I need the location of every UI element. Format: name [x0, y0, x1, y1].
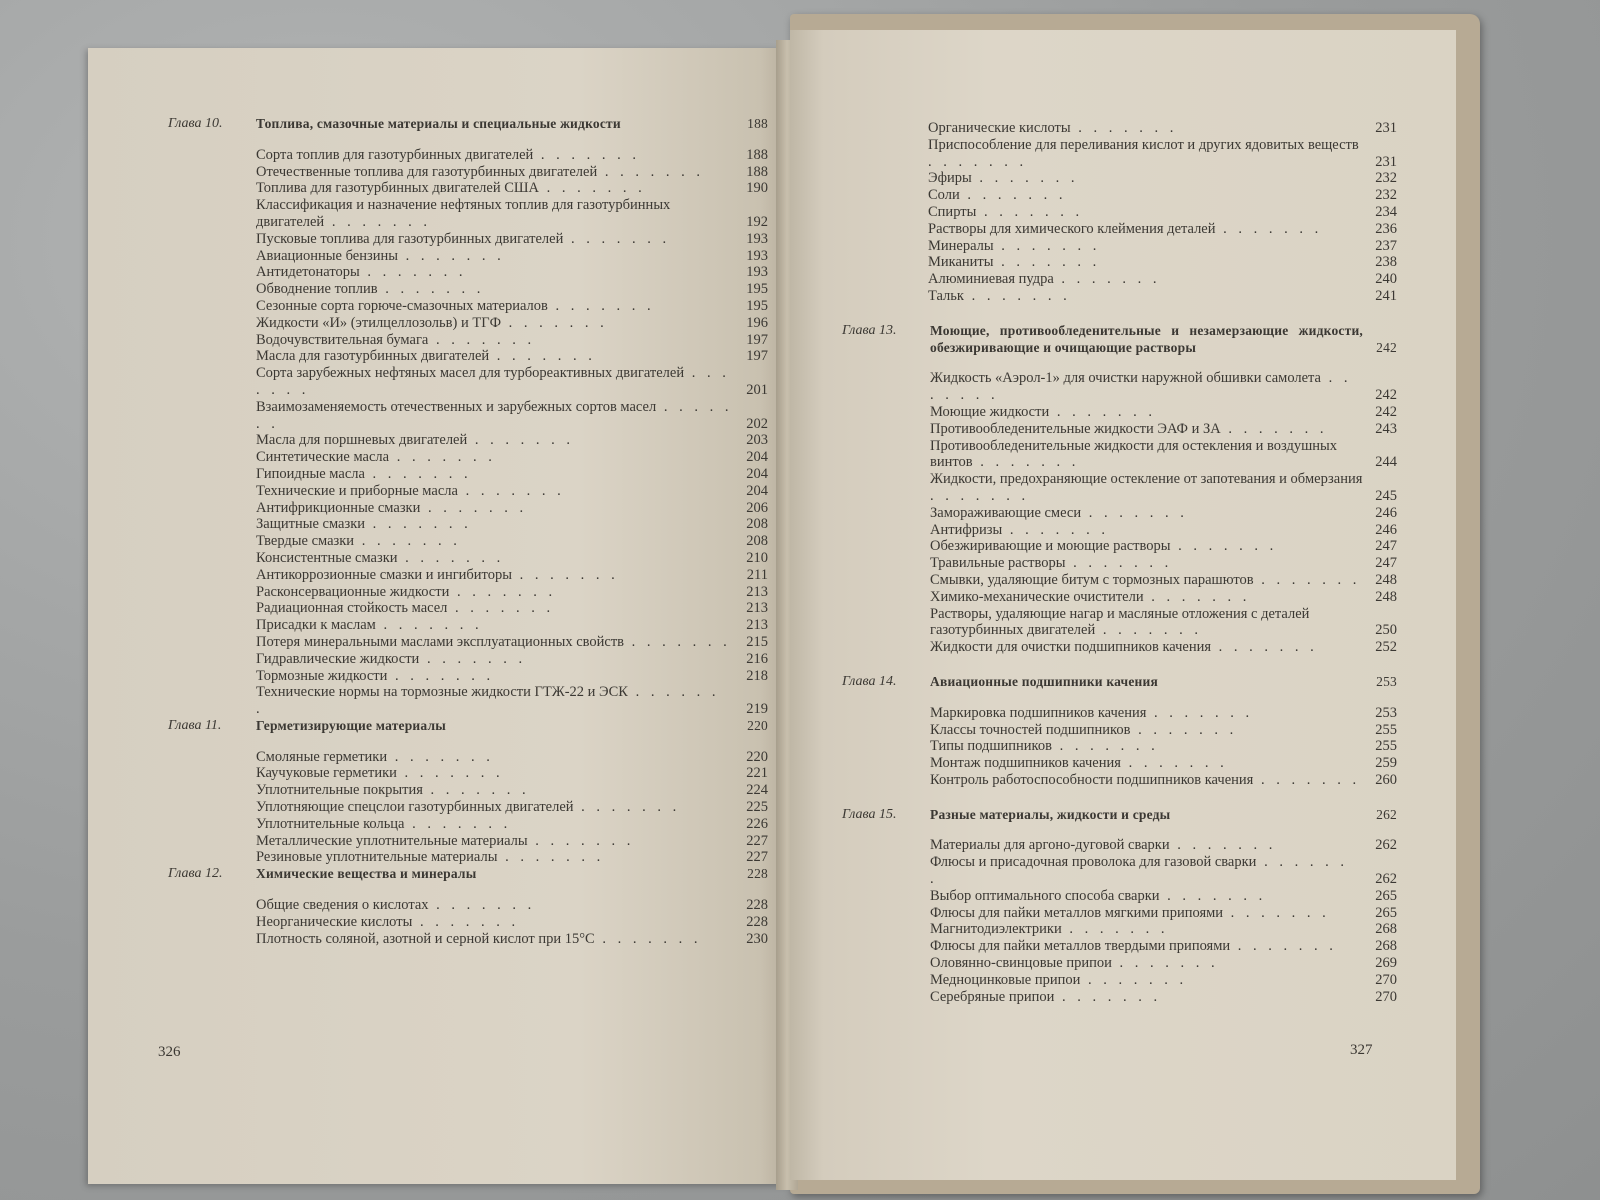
toc-entry-text: Соли: [928, 187, 960, 204]
toc-entry-page: 204: [746, 482, 768, 499]
toc-entry-page: 197: [746, 331, 768, 348]
toc-entry-page: 193: [746, 264, 768, 281]
chapter-page: 188: [747, 116, 768, 131]
toc-entry-text: Резиновые уплотнительные материалы: [256, 849, 498, 866]
toc-entry: Спирты . . . . . . . 234: [928, 203, 1397, 220]
toc-entry-page: 210: [746, 549, 768, 566]
toc-entry-text: Обезжиривающие и моющие растворы: [930, 538, 1171, 555]
toc-chapter-block: [842, 323, 1397, 656]
toc-entry: Топлива для газотурбинных двигателей США . . . . . . . 190: [256, 180, 768, 197]
toc-entry-text: Масла для газотурбинных двигателей: [256, 348, 490, 365]
chapter-label: Глава 13.: [842, 322, 897, 338]
toc-entry-page: 213: [746, 583, 768, 600]
toc-chapter: [842, 807, 1397, 824]
toc-entry: Растворы для химического клеймения деталей . . . . . . . 236: [928, 220, 1397, 237]
page-number: 326: [158, 1044, 181, 1060]
toc-entry: Классификация и назначение нефтяных топлив для газотурбинных двигателей . . . . . . . 192: [256, 197, 768, 230]
toc-entry: Соли . . . . . . . 232: [928, 187, 1397, 204]
toc-entry-page: 238: [1375, 254, 1397, 271]
toc-entry-page: 219: [746, 701, 768, 718]
toc-entry: Синтетические масла . . . . . . . 204: [256, 449, 768, 466]
toc-entry: Миканиты . . . . . . . 238: [928, 254, 1397, 271]
toc-chapter-block: [168, 718, 768, 866]
toc-entry-text: Жидкости для очистки подшипников качения: [930, 639, 1212, 656]
toc-chapter: [842, 674, 1397, 691]
chapter-page: 262: [1376, 806, 1397, 822]
toc-entry-text: Общие сведения о кислотах: [256, 897, 429, 914]
toc-entry: Смывки, удаляющие битум с тормозных парашютов . . . . . . . 248: [930, 571, 1397, 588]
toc-entry-text: Эфиры: [928, 170, 972, 187]
toc-entry-page: 232: [1375, 187, 1397, 204]
toc-entry-text: Материалы для аргоно-дуговой сварки: [930, 837, 1170, 854]
toc-entry-text: Медноцинковые припои: [930, 971, 1081, 988]
toc-entry: Органические кислоты . . . . . . . 231: [928, 120, 1397, 136]
toc-entry-text: Смоляные герметики: [256, 748, 388, 765]
toc-entry: Обезжиривающие и моющие растворы . . . . . . . 247: [930, 538, 1397, 555]
toc-entry-page: 224: [746, 782, 768, 799]
toc-entry: Флюсы и присадочная проволока для газовой сварки . . . . . . . 262: [930, 854, 1397, 888]
toc-entry-page: 213: [746, 617, 768, 634]
left-page: [88, 48, 788, 1184]
toc-entry: Эфиры . . . . . . . 232: [928, 170, 1397, 187]
toc-entry-page: 248: [1375, 571, 1397, 588]
toc-entry-text: Классификация и назначение нефтяных топлив для газотурбинных двигателей: [256, 197, 671, 230]
toc-entry: Каучуковые герметики . . . . . . . 221: [256, 765, 768, 782]
toc-entry-page: 247: [1375, 538, 1397, 555]
toc-entry-page: 265: [1375, 904, 1397, 921]
toc-entry-text: Спирты: [928, 203, 977, 220]
toc-entry-text: Взаимозаменяемость отечественных и зарубежных сортов масел: [256, 398, 657, 415]
toc-entry-text: Консистентные смазки: [256, 549, 398, 566]
toc-entry-page: 208: [746, 533, 768, 550]
chapter-title: Авиационные подшипники качения: [930, 673, 1158, 689]
toc-entry-page: 195: [746, 297, 768, 314]
toc-entry-text: Неорганические кислоты: [256, 913, 413, 930]
toc-entry-text: Уплотняющие спецслои газотурбинных двигателей: [256, 799, 574, 816]
toc-entry-page: 268: [1375, 938, 1397, 955]
toc-entry-text: Расконсервационные жидкости: [256, 583, 450, 600]
toc-entry-text: Сезонные сорта горюче-смазочных материалов: [256, 297, 548, 314]
toc-entry: Типы подшипников . . . . . . . 255: [930, 738, 1397, 755]
toc-entry: Водочувствительная бумага . . . . . . . 197: [256, 331, 768, 348]
toc-entry-text: Твердые смазки: [256, 533, 355, 550]
toc-entry: Радиационная стойкость масел . . . . . . . 213: [256, 600, 768, 617]
toc-entry-page: 193: [746, 247, 768, 264]
toc-entry: Металлические уплотнительные материалы . . . . . . . 227: [256, 832, 768, 849]
toc-entry-text: Отечественные топлива для газотурбинных двигателей: [256, 163, 598, 180]
toc-entry-text: Алюминиевая пудра: [928, 271, 1054, 288]
toc-entry-text: Сорта зарубежных нефтяных масел для турбореактивных двигателей: [256, 365, 685, 382]
toc-entry-page: 253: [1375, 704, 1397, 721]
toc-chapter: [168, 718, 768, 735]
toc-entry: Тормозные жидкости . . . . . . . 218: [256, 667, 768, 684]
toc-entry-text: Уплотнительные покрытия: [256, 782, 423, 799]
toc-entry-page: 218: [746, 667, 768, 684]
toc-entry-page: 242: [1375, 403, 1397, 420]
toc-entry-page: 250: [1375, 622, 1397, 639]
toc-entry-page: 192: [746, 213, 768, 230]
chapter-label: Глава 10.: [168, 116, 223, 131]
toc-entry-page: 270: [1375, 988, 1397, 1005]
chapter-label: Глава 14.: [842, 673, 897, 689]
toc-entry-page: 262: [1375, 837, 1397, 854]
chapter-title: Разные материалы, жидкости и среды: [930, 806, 1171, 822]
toc-entry-page: 241: [1375, 287, 1397, 304]
toc-entry-page: 215: [746, 633, 768, 650]
toc-entry-text: Технические и приборные масла: [256, 482, 458, 499]
toc-entry-text: Замораживающие смеси: [930, 504, 1082, 521]
toc-entry-text: Масла для поршневых двигателей: [256, 432, 468, 449]
toc-entry: Флюсы для пайки металлов мягкими припоями . . . . . . . 265: [930, 904, 1397, 921]
toc-entry-text: Технические нормы на тормозные жидкости ГТЖ-22 и ЭСК: [256, 684, 628, 701]
toc-entry: Противообледенительные жидкости для остекления и воздушных винтов . . . . . . . 244: [930, 437, 1397, 471]
toc-entry-text: Антифрикционные смазки: [256, 499, 421, 516]
toc-entry: Отечественные топлива для газотурбинных двигателей . . . . . . . 188: [256, 163, 768, 180]
toc-entry-page: 203: [746, 432, 768, 449]
toc-entry-text: Растворы, удаляющие нагар и масляные отложения с деталей газотурбинных двигателей: [930, 605, 1310, 639]
toc-entry-text: Оловянно-свинцовые припои: [930, 955, 1112, 972]
toc-entry-page: 193: [746, 230, 768, 247]
toc-entry: Приспособление для переливания кислот и других ядовитых веществ . . . . . . . 231: [928, 136, 1397, 170]
toc-entry: Резиновые уплотнительные материалы . . . . . . . 227: [256, 849, 768, 866]
toc-entry: Жидкости «И» (этилцеллозольв) и ТГФ . . . . . . . 196: [256, 314, 768, 331]
toc-entry: Серебряные припои . . . . . . . 270: [930, 988, 1397, 1005]
toc-entry-page: 208: [746, 516, 768, 533]
toc-entry-text: Травильные растворы: [930, 555, 1066, 572]
toc-entry-text: Синтетические масла: [256, 449, 390, 466]
toc-chapter-block: [842, 807, 1397, 1006]
right-toc: [842, 120, 1397, 1005]
toc-entry: Гидравлические жидкости . . . . . . . 216: [256, 650, 768, 667]
toc-entry: Материалы для аргоно-дуговой сварки . . . . . . . 262: [930, 837, 1397, 854]
toc-entry-page: 270: [1375, 971, 1397, 988]
toc-entry: Медноцинковые припои . . . . . . . 270: [930, 971, 1397, 988]
toc-chapter: [168, 866, 768, 883]
toc-entry-text: Пусковые топлива для газотурбинных двигателей: [256, 230, 564, 247]
toc-entry: Взаимозаменяемость отечественных и зарубежных сортов масел . . . . . . . 202: [256, 398, 768, 432]
toc-entry: Масла для газотурбинных двигателей . . . . . . . 197: [256, 348, 768, 365]
chapter-title: Герметизирующие материалы: [256, 717, 446, 733]
toc-entry-text: Магнитодиэлектрики: [930, 921, 1062, 938]
toc-entry-text: Маркировка подшипников качения: [930, 704, 1147, 721]
chapter-page: 228: [747, 866, 768, 882]
toc-entry-page: 221: [746, 765, 768, 782]
toc-entry-text: Сорта топлив для газотурбинных двигателей: [256, 146, 534, 163]
chapter-label: Глава 11.: [168, 717, 222, 733]
toc-entry: Классы точностей подшипников . . . . . . . 255: [930, 721, 1397, 738]
toc-entry-page: 259: [1375, 755, 1397, 772]
toc-entry-text: Гидравлические жидкости: [256, 650, 420, 667]
toc-entry-text: Типы подшипников: [930, 738, 1052, 755]
toc-entry: Масла для поршневых двигателей . . . . . . . 203: [256, 432, 768, 449]
toc-entry-page: 243: [1375, 420, 1397, 437]
toc-entry-page: 226: [746, 815, 768, 832]
toc-entry-text: Серебряные припои: [930, 988, 1055, 1005]
toc-entry: Замораживающие смеси . . . . . . . 246: [930, 504, 1397, 521]
toc-entry-text: Флюсы для пайки металлов твердыми припоями: [930, 938, 1231, 955]
toc-entry-text: Радиационная стойкость масел: [256, 600, 448, 617]
toc-entry: Магнитодиэлектрики . . . . . . . 268: [930, 921, 1397, 938]
toc-entry-text: Потеря минеральными маслами эксплуатационных свойств: [256, 633, 625, 650]
toc-entry-page: 220: [746, 748, 768, 765]
toc-entry-text: Жидкости, предохраняющие остекление от запотевания и обмерзания: [930, 471, 1363, 488]
toc-entry-text: Флюсы и присадочная проволока для газовой сварки: [930, 854, 1257, 871]
toc-entry-text: Топлива для газотурбинных двигателей США: [256, 180, 539, 197]
toc-entry-text: Контроль работоспособности подшипников качения: [930, 771, 1254, 788]
toc-chapter: [168, 116, 768, 133]
toc-entry-page: 201: [746, 381, 768, 398]
toc-entry-page: 234: [1375, 203, 1397, 220]
chapter-label: Глава 15.: [842, 806, 897, 822]
toc-chapter-block: [168, 116, 768, 718]
toc-entry-text: Флюсы для пайки металлов мягкими припоями: [930, 904, 1224, 921]
toc-entry-text: Авиационные бензины: [256, 247, 398, 264]
toc-entry: Минералы . . . . . . . 237: [928, 237, 1397, 254]
toc-entry-text: Металлические уплотнительные материалы: [256, 832, 528, 849]
toc-entry-page: 248: [1375, 588, 1397, 605]
toc-entry: Сорта топлив для газотурбинных двигателей . . . . . . . 188: [256, 146, 768, 163]
chapter-page: 253: [1376, 673, 1397, 689]
toc-entry: Противообледенительные жидкости ЭАФ и ЗА . . . . . . . 243: [930, 420, 1397, 437]
toc-entry-text: Противообледенительные жидкости ЭАФ и ЗА: [930, 420, 1221, 437]
toc-entry: Химико-механические очистители . . . . . . . 248: [930, 588, 1397, 605]
toc-entry-page: 225: [746, 799, 768, 816]
toc-entry-page: 227: [746, 832, 768, 849]
toc-entry: Сезонные сорта горюче-смазочных материалов . . . . . . . 195: [256, 297, 768, 314]
toc-entry: Жидкость «Аэрол-1» для очистки наружной обшивки самолета . . . . . . . 242: [930, 370, 1397, 404]
toc-entry: Общие сведения о кислотах . . . . . . . 228: [256, 897, 768, 914]
toc-entry-page: 228: [746, 913, 768, 930]
toc-entry: Смоляные герметики . . . . . . . 220: [256, 748, 768, 765]
toc-entry: Выбор оптимального способа сварки . . . . . . . 265: [930, 887, 1397, 904]
toc-entry-text: Выбор оптимального способа сварки: [930, 887, 1160, 904]
toc-entry-text: Антикоррозионные смазки и ингибиторы: [256, 566, 512, 583]
toc-entry-page: 269: [1375, 955, 1397, 972]
toc-entry-page: 240: [1375, 271, 1397, 288]
toc-entry: Неорганические кислоты . . . . . . . 228: [256, 913, 768, 930]
toc-entry-text: Уплотнительные кольца: [256, 815, 405, 832]
toc-entry: Твердые смазки . . . . . . . 208: [256, 533, 768, 550]
toc-entry-text: Жидкости «И» (этилцеллозольв) и ТГФ: [256, 314, 502, 331]
toc-entry-text: Антифризы: [930, 521, 1003, 538]
toc-entry-page: 231: [1375, 120, 1397, 136]
toc-entry: Технические нормы на тормозные жидкости ГТЖ-22 и ЭСК . . . . . . . 219: [256, 684, 768, 718]
toc-entry-page: 204: [746, 465, 768, 482]
toc-entry: Маркировка подшипников качения . . . . . . . 253: [930, 704, 1397, 721]
toc-entry-page: 197: [746, 348, 768, 365]
chapter-title: Химические вещества и минералы: [256, 866, 477, 882]
toc-entry: Жидкости, предохраняющие остекление от запотевания и обмерзания . . . . . . . 245: [930, 471, 1397, 504]
toc-entry-page: 246: [1375, 504, 1397, 521]
toc-entry: Защитные смазки . . . . . . . 208: [256, 516, 768, 533]
toc-entry: Контроль работоспособности подшипников качения . . . . . . . 260: [930, 771, 1397, 788]
chapter-label: Глава 12.: [168, 866, 223, 882]
toc-entry: Растворы, удаляющие нагар и масляные отложения с деталей газотурбинных двигателей . . . . . . . 250: [930, 605, 1397, 639]
toc-entry-page: 236: [1375, 220, 1397, 237]
toc-entry-text: Тормозные жидкости: [256, 667, 388, 684]
page-number: 327: [1350, 1042, 1373, 1058]
toc-entry-text: Моющие жидкости: [930, 403, 1050, 420]
toc-entry: Антифрикционные смазки . . . . . . . 206: [256, 499, 768, 516]
toc-entry-page: 188: [746, 163, 768, 180]
toc-entry: Присадки к маслам . . . . . . . 213: [256, 617, 768, 634]
right-page: [790, 30, 1456, 1180]
toc-entry: Уплотняющие спецслои газотурбинных двигателей . . . . . . . 225: [256, 799, 768, 816]
toc-entry-page: 230: [746, 930, 768, 947]
toc-entry: Уплотнительные кольца . . . . . . . 226: [256, 815, 768, 832]
toc-entry-text: Органические кислоты: [928, 120, 1071, 136]
toc-entry-text: Смывки, удаляющие битум с тормозных парашютов: [930, 571, 1254, 588]
toc-entry-page: 228: [746, 897, 768, 914]
toc-entry: Авиационные бензины . . . . . . . 193: [256, 247, 768, 264]
chapter-page: 242: [1376, 339, 1397, 355]
toc-entry-page: 211: [746, 566, 768, 583]
left-toc: [168, 116, 768, 947]
toc-entry: Флюсы для пайки металлов твердыми припоями . . . . . . . 268: [930, 938, 1397, 955]
toc-entry-text: Монтаж подшипников качения: [930, 755, 1121, 772]
toc-entry-text: Минералы: [928, 237, 994, 254]
toc-lead-entries: [928, 120, 1397, 305]
toc-entry-page: 216: [746, 650, 768, 667]
toc-entry: Моющие жидкости . . . . . . . 242: [930, 403, 1397, 420]
toc-chapter: [842, 323, 1397, 357]
toc-entry-page: 246: [1375, 521, 1397, 538]
toc-entry-page: 206: [746, 499, 768, 516]
toc-entry: Консистентные смазки . . . . . . . 210: [256, 549, 768, 566]
toc-entry: Алюминиевая пудра . . . . . . . 240: [928, 271, 1397, 288]
toc-entry-text: Химико-механические очистители: [930, 588, 1144, 605]
toc-entry-page: 268: [1375, 921, 1397, 938]
toc-entry: Расконсервационные жидкости . . . . . . . 213: [256, 583, 768, 600]
toc-entry-page: 260: [1375, 771, 1397, 788]
toc-entry: Монтаж подшипников качения . . . . . . . 259: [930, 755, 1397, 772]
toc-entry-page: 196: [746, 314, 768, 331]
toc-entry-text: Тальк: [928, 287, 964, 304]
toc-entry: Уплотнительные покрытия . . . . . . . 224: [256, 782, 768, 799]
chapter-page: 220: [747, 717, 768, 733]
toc-entry-page: 242: [1375, 387, 1397, 404]
toc-entry-page: 245: [1375, 487, 1397, 504]
toc-chapter-block: [168, 866, 768, 947]
toc-entry-text: Обводнение топлив: [256, 281, 378, 298]
toc-entry-page: 244: [1375, 454, 1397, 471]
toc-entry-page: 247: [1375, 555, 1397, 572]
toc-entry-text: Каучуковые герметики: [256, 765, 397, 782]
toc-entry-page: 262: [1375, 871, 1397, 888]
toc-entry-page: 232: [1375, 170, 1397, 187]
toc-entry: Плотность соляной, азотной и серной кислот при 15°С . . . . . . . 230: [256, 930, 768, 947]
toc-entry: Тальк . . . . . . . 241: [928, 287, 1397, 304]
toc-entry-text: Плотность соляной, азотной и серной кислот при 15°С: [256, 930, 595, 947]
chapter-title: Топлива, смазочные материалы и специальные жидкости: [256, 116, 621, 131]
toc-entry: Антифризы . . . . . . . 246: [930, 521, 1397, 538]
toc-entry: Обводнение топлив . . . . . . . 195: [256, 281, 768, 298]
toc-entry: Технические и приборные масла . . . . . . . 204: [256, 482, 768, 499]
toc-entry-page: 265: [1375, 887, 1397, 904]
toc-entry-page: 204: [746, 449, 768, 466]
toc-entry-page: 213: [746, 600, 768, 617]
toc-entry-text: Гипоидные масла: [256, 465, 365, 482]
toc-entry-page: 255: [1375, 721, 1397, 738]
toc-entry: Жидкости для очистки подшипников качения . . . . . . . 252: [930, 639, 1397, 656]
toc-entry-page: 231: [1375, 153, 1397, 170]
toc-entry-text: Миканиты: [928, 254, 994, 271]
chapter-title: Моющие, противообледенительные и незамерзающие жидкости, обезжиривающие и очищающие растворы: [930, 322, 1363, 355]
toc-entry: Оловянно-свинцовые припои . . . . . . . 269: [930, 955, 1397, 972]
toc-entry-text: Приспособление для переливания кислот и других ядовитых веществ: [928, 136, 1359, 153]
toc-entry-text: Растворы для химического клеймения деталей: [928, 220, 1216, 237]
toc-entry-page: 252: [1375, 639, 1397, 656]
toc-chapter-block: [842, 674, 1397, 789]
toc-entry-page: 202: [746, 415, 768, 432]
toc-entry: Гипоидные масла . . . . . . . 204: [256, 465, 768, 482]
toc-entry: Сорта зарубежных нефтяных масел для турбореактивных двигателей . . . . . . . 201: [256, 365, 768, 398]
toc-entry-text: Антидетонаторы: [256, 264, 360, 281]
toc-entry-text: Защитные смазки: [256, 516, 366, 533]
toc-entry-text: Противообледенительные жидкости для остекления и воздушных винтов: [930, 437, 1338, 471]
toc-entry-page: 190: [746, 180, 768, 197]
toc-entry-page: 188: [746, 146, 768, 163]
toc-entry-text: Классы точностей подшипников: [930, 721, 1131, 738]
toc-entry: Травильные растворы . . . . . . . 247: [930, 555, 1397, 572]
toc-entry-page: 227: [746, 849, 768, 866]
toc-entry-page: 255: [1375, 738, 1397, 755]
toc-entry-page: 237: [1375, 237, 1397, 254]
toc-entry-page: 195: [746, 281, 768, 298]
toc-entry-text: Жидкость «Аэрол-1» для очистки наружной обшивки самолета: [930, 370, 1321, 387]
toc-entry: Антикоррозионные смазки и ингибиторы . . . . . . . 211: [256, 566, 768, 583]
toc-entry-text: Присадки к маслам: [256, 617, 376, 634]
toc-entry: Потеря минеральными маслами эксплуатационных свойств . . . . . . . 215: [256, 633, 768, 650]
toc-entry: Пусковые топлива для газотурбинных двигателей . . . . . . . 193: [256, 230, 768, 247]
toc-entry: Антидетонаторы . . . . . . . 193: [256, 264, 768, 281]
toc-entry-text: Водочувствительная бумага: [256, 331, 429, 348]
